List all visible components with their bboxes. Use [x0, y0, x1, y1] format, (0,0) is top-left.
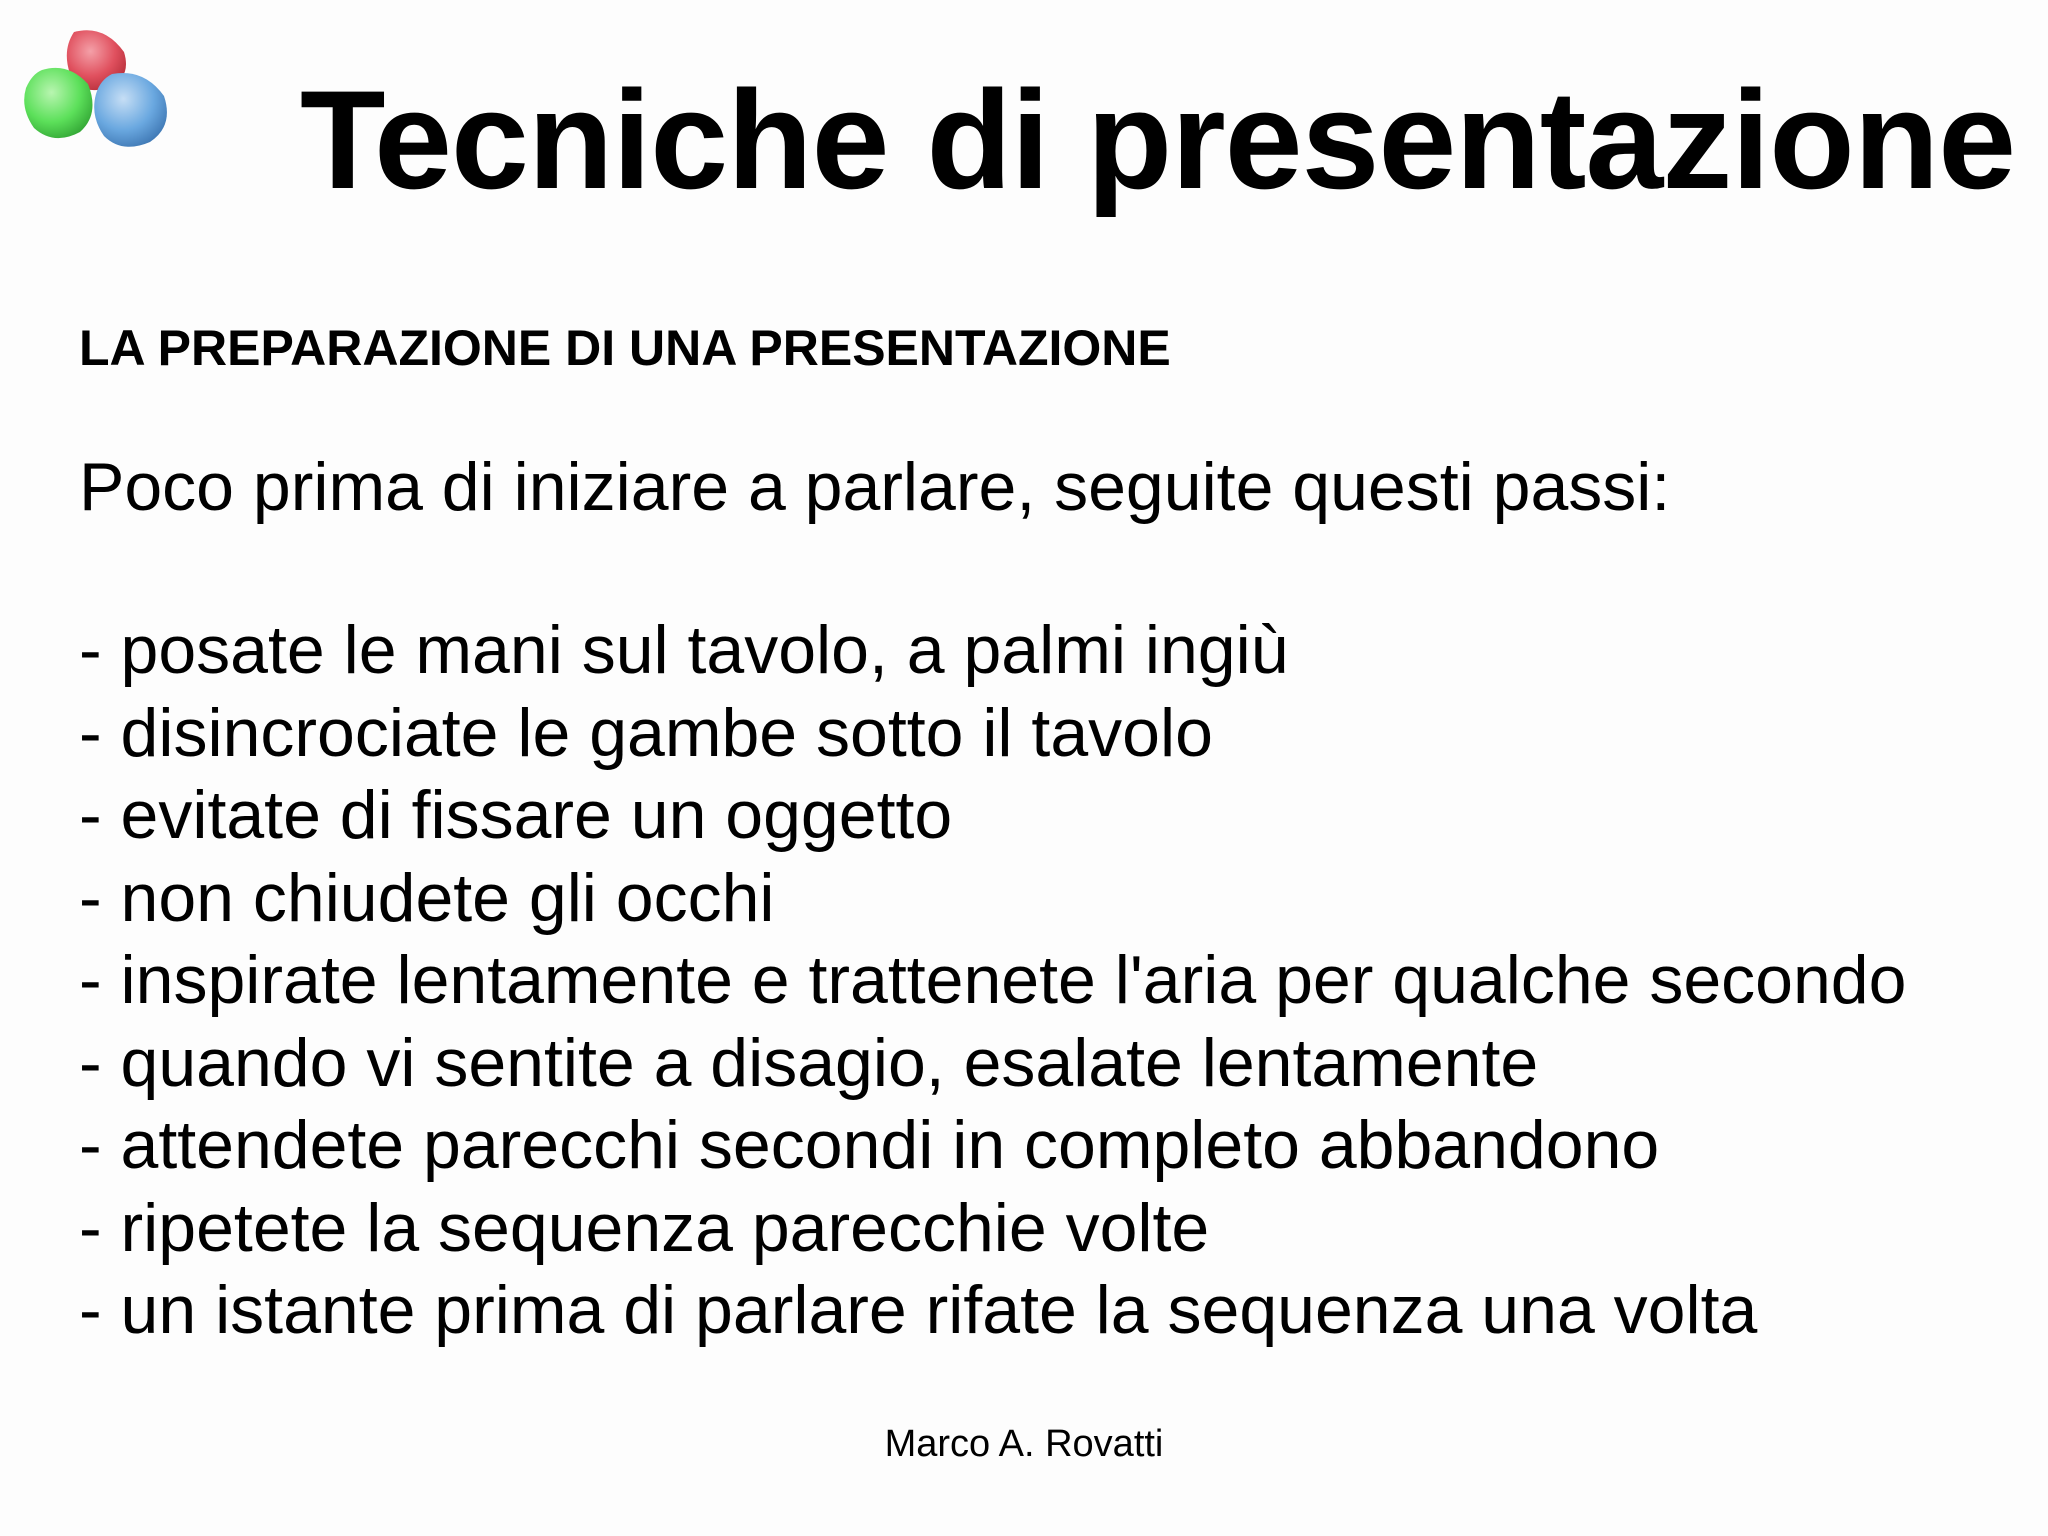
list-item: - inspirate lentamente e trattenete l'aria per qualche secondo	[79, 942, 1907, 1018]
gumdrops-logo	[12, 22, 182, 157]
slide-title: Tecniche di presentazione	[300, 61, 2016, 218]
green-gumdrop	[24, 68, 92, 138]
list-item: - disincrociate le gambe sotto il tavolo	[79, 694, 1213, 771]
steps-list	[79, 609, 1906, 1352]
list-item: - ripetete la sequenza parecchie volte	[79, 1189, 1210, 1266]
list-item: - un istante prima di parlare rifate la sequenza una volta	[79, 1272, 1758, 1348]
list-item: - non chiudete gli occhi	[79, 859, 775, 936]
list-item: - attendete parecchi secondi in completo abbandono	[79, 1107, 1660, 1183]
intro-text: Poco prima di iniziare a parlare, seguite questi passi:	[79, 449, 1671, 525]
section-heading: LA PREPARAZIONE DI UNA PRESENTAZIONE	[79, 320, 1171, 376]
author-footer: Marco A. Rovatti	[884, 1423, 1164, 1465]
list-item: - posate le mani sul tavolo, a palmi ingiù	[79, 612, 1289, 688]
blue-gumdrop	[94, 73, 167, 147]
list-item: - quando vi sentite a disagio, esalate lentamente	[79, 1024, 1539, 1101]
list-item: - evitate di fissare un oggetto	[79, 777, 953, 853]
